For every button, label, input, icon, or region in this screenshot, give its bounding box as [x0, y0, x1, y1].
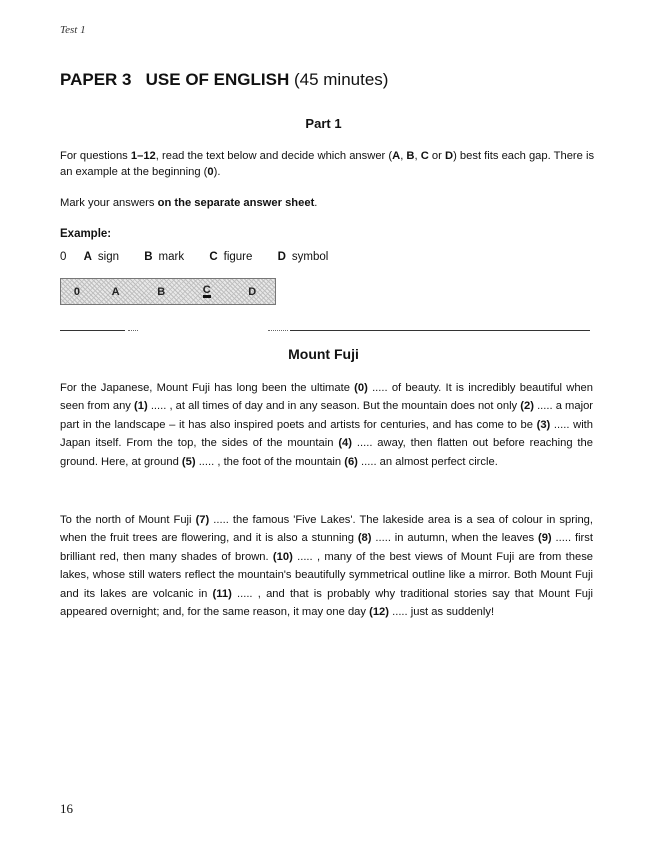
mark-instructions [60, 195, 595, 211]
instructions: For questions 1–12, read the text below and decide which answer (A, B, C or D) best fits each gap. There is an example at the beginning (0). [60, 150, 595, 178]
paper-title [60, 70, 388, 90]
divider [268, 330, 288, 331]
gap-number: (9) [537, 532, 552, 545]
instructions-text: ). [213, 166, 221, 178]
paragraph-2: To the north of Mount Fuji (7) ..... the famous 'Five Lakes'. The lakeside area is a sea of colour in spring, when the fruit trees are flowering, and it is also a stunning (8) ..... in autumn, when the leaves (9) ..... first brilliant red, then many shades of brown. (10) ..... , many of the best views of Mount Fuji are from these lakes, whose still waters reflect the mountain's beautifully symmetrical outline like a mirror. Both Mount Fuji and its lakes are volcanic in (11) ..... , and that is probably why traditional stories say that Mount Fuji appeared overnight; and, for the same reason, it may one day (12) ..... just as suddenly! [60, 514, 594, 619]
instructions-text: For questions [60, 150, 131, 162]
option-letter: D [445, 150, 454, 162]
gap-number: (2) [520, 400, 534, 413]
answer-sheet-ref: on the separate answer sheet [157, 197, 315, 209]
instructions-text: , read the text below and decide which answer ( [155, 150, 393, 162]
divider [60, 330, 125, 331]
example-option: D symbol [277, 251, 329, 263]
part-title: Part 1 [305, 116, 342, 131]
example-options [60, 251, 350, 263]
paragraph-1: For the Japanese, Mount Fuji has long been the ultimate (0) ..... of beauty. It is incredibly beautiful when seen from any (1) ..... , at all times of day and in any season. But the mountain does not only (2) ..... a major part in the landscape – it has also inspired poets and artists for centuries, and has come to be (3) ..... with Japan itself. From the top, the sides of the mountain (4) ..... away, then flatten out before reaching the ground. Here, at ground (5) ..... , the foot of the mountain (6) ..... an almost perfect circle. [60, 382, 594, 468]
mark-text: Mark your answers [60, 197, 158, 209]
page-number: 16 [60, 801, 73, 816]
example-ref: 0 [207, 166, 214, 178]
gap-number: (4) [338, 437, 352, 450]
divider [128, 330, 138, 331]
gap-number: (7) [195, 514, 210, 526]
test-label: Test 1 [60, 24, 86, 36]
mark-text: . [314, 197, 318, 209]
gap-number: (11) [212, 587, 232, 600]
option-letter: C [420, 150, 429, 162]
answer-grid-option-c-selected: C [202, 284, 211, 296]
gap-number: (12) [369, 606, 389, 619]
example-label: Example: [60, 228, 112, 240]
example-option: B mark [144, 251, 185, 263]
option-letter: A [392, 150, 401, 162]
gap-number: (1) [134, 400, 148, 413]
gap-number: (6) [344, 455, 358, 468]
gap-number: (3) [536, 418, 551, 431]
paper-title-bold: PAPER 3 USE OF ENGLISH [60, 70, 290, 89]
example-answer-grid [60, 278, 276, 305]
example-option: A sign [83, 251, 120, 263]
example-number: 0 [60, 251, 67, 263]
gap-number: (10) [272, 550, 293, 563]
divider [290, 330, 590, 331]
example-option: C figure [209, 251, 253, 263]
gap-number: (0) [354, 382, 368, 394]
question-range: 1–12 [130, 150, 156, 162]
instructions-text: ) best fits each gap. There is an example at the beginning ( [60, 150, 595, 178]
text-title: Mount Fuji [288, 346, 359, 362]
answer-grid-option-d: D [248, 285, 257, 298]
paper-title-duration: (45 minutes) [289, 70, 389, 89]
option-letter: B [406, 150, 415, 162]
gap-number: (5) [181, 455, 196, 468]
answer-grid-option-a: A [111, 285, 120, 298]
gap-number: (8) [357, 532, 372, 545]
answer-grid-option-b: B [157, 285, 166, 298]
answer-grid-number: 0 [73, 285, 80, 298]
